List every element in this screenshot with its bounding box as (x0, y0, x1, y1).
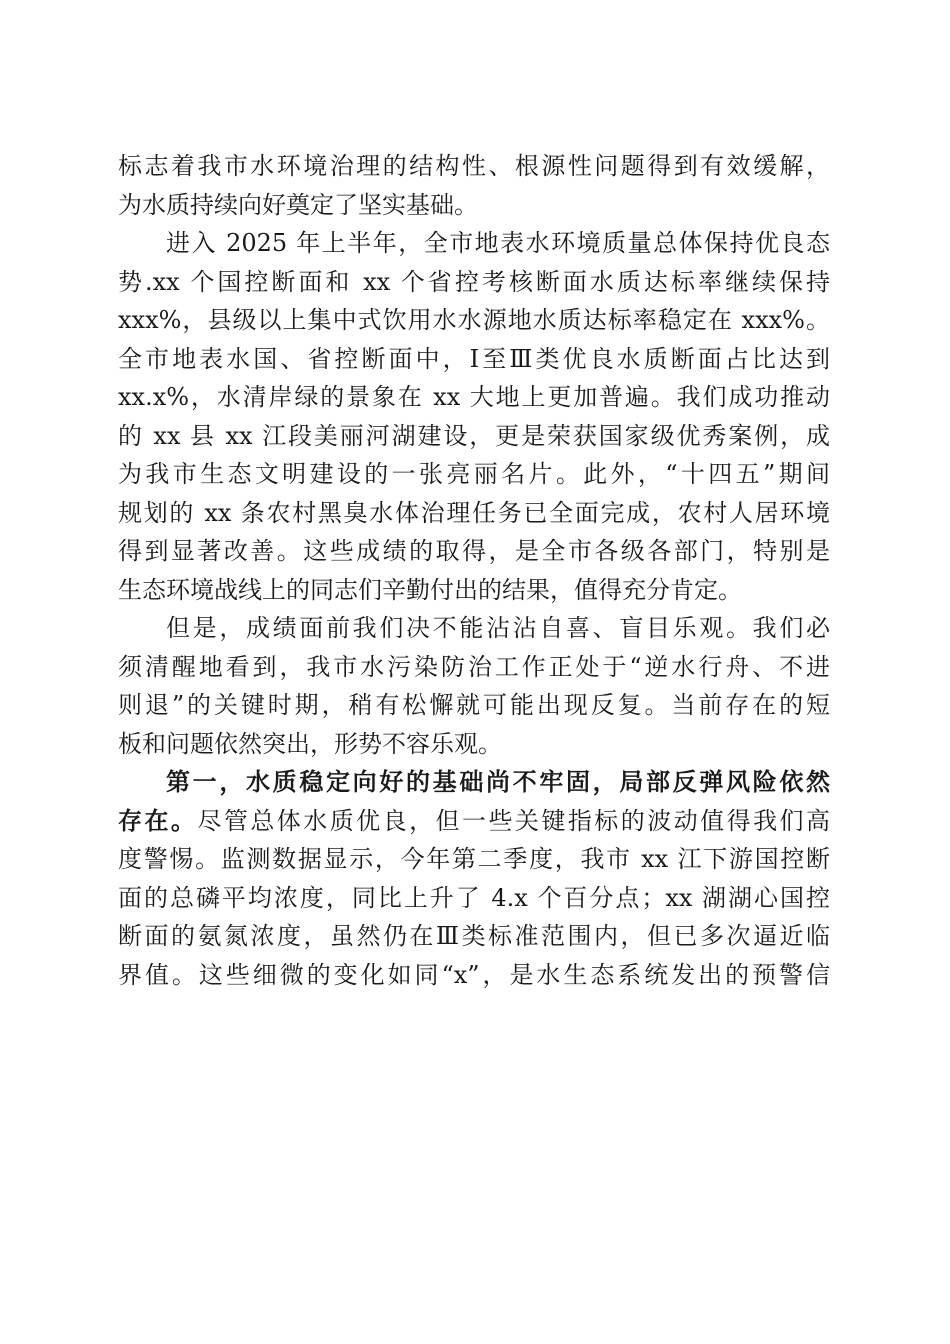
text-line: xx.x%，水清岸绿的景象在 xx 大地上更加普遍。我们成功推动 (118, 383, 830, 411)
text-line: 断面的氨氮浓度，虽然仍在Ⅲ类标准范围内，但已多次逼近临 (118, 922, 830, 950)
text-line: 势.xx 个国控断面和 xx 个省控考核断面水质达标率继续保持 (118, 267, 830, 296)
text-line (118, 802, 830, 841)
text-line: 为我市生态文明建设的一张亮丽名片。此外，“十四五”期间 (118, 460, 830, 488)
text-line: xxx%，县级以上集中式饮用水水源地水质达标率稳定在 xxx%。 (118, 306, 830, 334)
text-line: 进入 2025 年上半年，全市地表水环境质量总体保持优良态 (166, 229, 830, 257)
text-line: 度警惕。监测数据显示，今年第二季度，我市 xx 江下游国控断 (118, 845, 830, 873)
text-line: 标志着我市水环境治理的结构性、根源性问题得到有效缓解， (118, 152, 830, 180)
section-heading-tail: 存在。 (118, 805, 198, 835)
text-line: 但是，成绩面前我们决不能沾沾自喜、盲目乐观。我们必 (166, 614, 830, 642)
text-line: 界值。这些细微的变化如同“x”，是水生态系统发出的预警信 (118, 960, 830, 989)
text-line: 得到显著改善。这些成绩的取得，是全市各级各部门，特别是 (118, 537, 830, 565)
text-line: 的 xx 县 xx 江段美丽河湖建设，更是荣获国家级优秀案例，成 (118, 421, 830, 450)
text-line: 为水质持续向好奠定了坚实基础。 (118, 190, 478, 219)
text-line: 板和问题依然突出，形势不容乐观。 (118, 729, 502, 758)
text-line: 须清醒地看到，我市水污染防治工作正处于“逆水行舟、不进 (118, 652, 830, 681)
text-line: 全市地表水国、省控断面中，Ⅰ至Ⅲ类优良水质断面占比达到 (118, 344, 830, 373)
text-line: 面的总磷平均浓度，同比上升了 4.x 个百分点；xx 湖湖心国控 (118, 883, 830, 912)
text-span: 尽管总体水质优良，但一些关键指标的波动值得我们高 (197, 806, 831, 835)
document-body (118, 147, 830, 994)
section-heading-line: 第一，水质稳定向好的基础尚不牢固，局部反弹风险依然 (166, 767, 830, 796)
text-line: 生态环境战线上的同志们辛勤付出的结果，值得充分肯定。 (118, 575, 742, 604)
text-line: 则退”的关键时期，稍有松懈就可能出现反复。当前存在的短 (118, 691, 830, 719)
text-line: 规划的 xx 条农村黑臭水体治理任务已全面完成，农村人居环境 (118, 498, 830, 527)
